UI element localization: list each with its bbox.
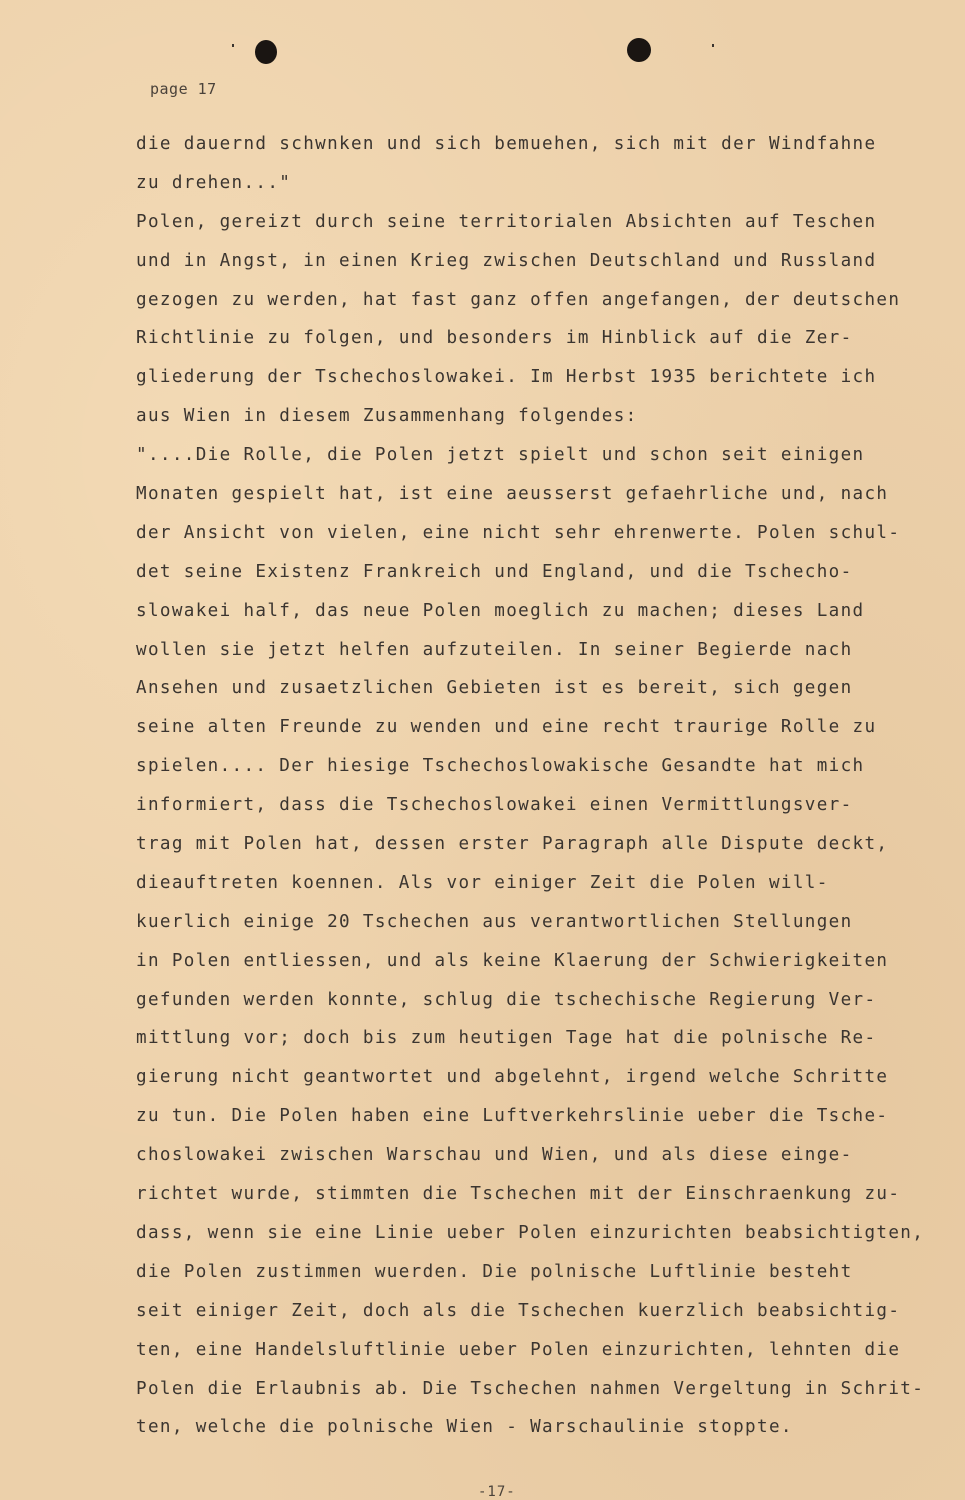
text-line: spielen.... Der hiesige Tschechoslowakische Gesandte hat mich xyxy=(136,756,865,777)
text-line: aus Wien in diesem Zusammenhang folgendes: xyxy=(136,406,638,427)
page-label: page 17 xyxy=(150,80,217,98)
text-line: det seine Existenz Frankreich und England, und die Tschecho- xyxy=(136,561,853,582)
text-line: ten, welche die polnische Wien - Warschaulinie stoppte. xyxy=(136,1417,793,1438)
text-line: choslowakei zwischen Warschau und Wien, und als diese einge- xyxy=(136,1145,853,1166)
text-line: in Polen entliessen, und als keine Klaerung der Schwierigkeiten xyxy=(136,950,889,971)
text-line: kuerlich einige 20 Tschechen aus verantwortlichen Stellungen xyxy=(136,911,853,932)
punch-hole-right xyxy=(627,38,651,62)
text-line: "....Die Rolle, die Polen jetzt spielt und schon seit einigen xyxy=(136,445,865,466)
text-line: seit einiger Zeit, doch als die Tschechen kuerzlich beabsichtig- xyxy=(136,1300,901,1321)
text-line: gezogen zu werden, hat fast ganz offen angefangen, der deutschen xyxy=(136,289,901,310)
text-line: die Polen zustimmen wuerden. Die polnische Luftlinie besteht xyxy=(136,1261,853,1282)
text-line: gierung nicht geantwortet und abgelehnt, irgend welche Schritte xyxy=(136,1067,889,1088)
text-line: Ansehen und zusaetzlichen Gebieten ist es bereit, sich gegen xyxy=(136,678,853,699)
text-line: zu drehen..." xyxy=(136,172,292,193)
text-line: dass, wenn sie eine Linie ueber Polen einzurichten beabsichtigten, xyxy=(136,1222,925,1243)
text-line: Richtlinie zu folgen, und besonders im Hinblick auf die Zer- xyxy=(136,328,853,349)
typed-body-text xyxy=(136,125,936,1447)
text-line: die dauernd schwnken und sich bemuehen, sich mit der Windfahne xyxy=(136,134,877,154)
text-line: Polen, gereizt durch seine territorialen Absichten auf Teschen xyxy=(136,211,877,232)
text-line: und in Angst, in einen Krieg zwischen Deutschland und Russland xyxy=(136,250,877,271)
text-line: gefunden werden konnte, schlug die tschechische Regierung Ver- xyxy=(136,989,877,1010)
text-line: ten, eine Handelsluftlinie ueber Polen einzurichten, lehnten die xyxy=(136,1339,901,1360)
ink-mark xyxy=(232,44,234,47)
footer-page-number: -17- xyxy=(478,1484,516,1500)
text-line: slowakei half, das neue Polen moeglich zu machen; dieses Land xyxy=(136,600,865,621)
text-line: zu tun. Die Polen haben eine Luftverkehrslinie ueber die Tsche- xyxy=(136,1106,889,1127)
punch-hole-left xyxy=(255,40,277,64)
ink-mark xyxy=(712,44,714,47)
text-line: informiert, dass die Tschechoslowakei einen Vermittlungsver- xyxy=(136,795,853,816)
text-line: gliederung der Tschechoslowakei. Im Herbst 1935 berichtete ich xyxy=(136,367,877,388)
text-line: Monaten gespielt hat, ist eine aeusserst gefaehrliche und, nach xyxy=(136,484,889,505)
text-line: wollen sie jetzt helfen aufzuteilen. In seiner Begierde nach xyxy=(136,639,853,660)
text-line: Polen die Erlaubnis ab. Die Tschechen nahmen Vergeltung in Schrit- xyxy=(136,1378,925,1399)
text-line: dieauftreten koennen. Als vor einiger Zeit die Polen will- xyxy=(136,872,829,893)
text-line: trag mit Polen hat, dessen erster Paragraph alle Dispute deckt, xyxy=(136,834,889,855)
text-line: mittlung vor; doch bis zum heutigen Tage hat die polnische Re- xyxy=(136,1028,877,1049)
text-line: seine alten Freunde zu wenden und eine recht traurige Rolle zu xyxy=(136,717,877,738)
text-line: richtet wurde, stimmten die Tschechen mit der Einschraenkung zu- xyxy=(136,1184,901,1205)
text-line: der Ansicht von vielen, eine nicht sehr ehrenwerte. Polen schul- xyxy=(136,522,901,543)
